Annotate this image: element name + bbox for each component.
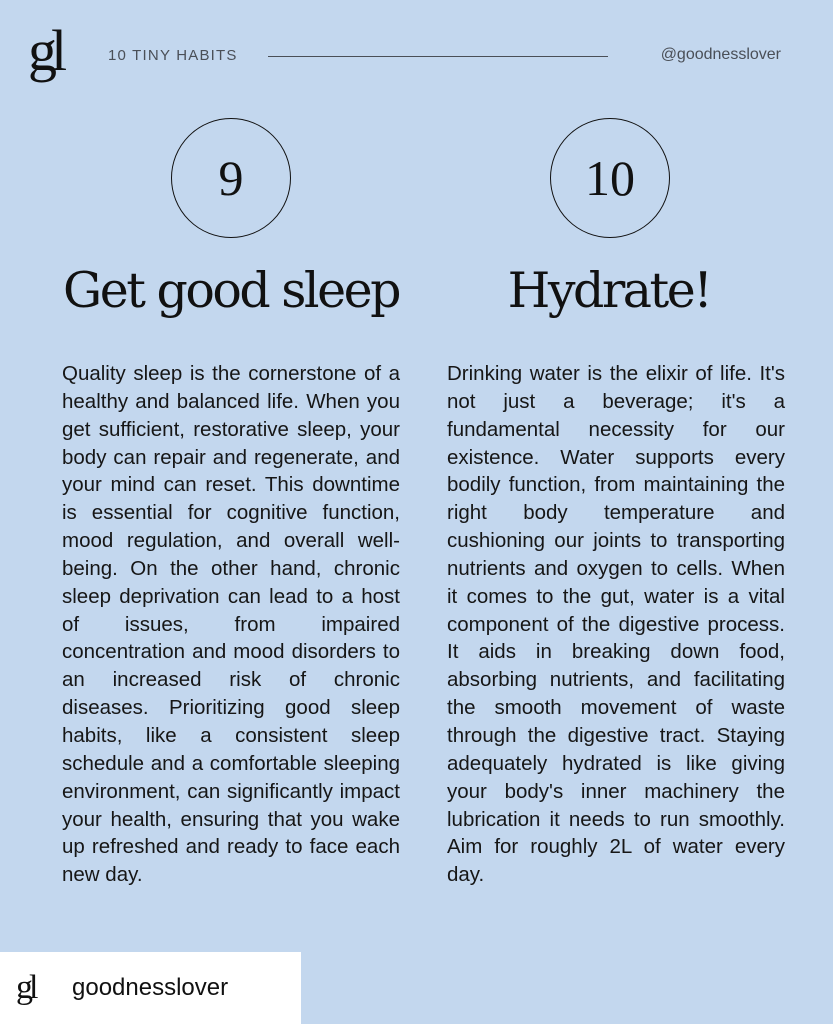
profile-username[interactable]: goodnesslover xyxy=(72,974,229,1001)
series-label: 10 TINY HABITS xyxy=(108,47,238,64)
habit-description: Quality sleep is the cornerstone of a healthy and balanced life. When you get sufficient, restorative sleep, your body can repair and regenerate, and your mind can reset. This downtime is essential for cognitive function, mood regulation, and overall well-being. On the other hand, chronic sleep deprivation can lead to a host of issues, from impaired concentration and mood disorders to an increased risk of chronic diseases. Prioritizing good sleep habits, like a consistent sleep schedule and a comfortable sleeping environment, can significantly impact your health, ensuring that you wake up refreshed and ready to face each new day. xyxy=(62,362,400,887)
habit-title: Get good sleep xyxy=(63,262,399,319)
habit-description: Drinking water is the elixir of life. It's not just a beverage; it's a fundamental necessity for our existence. Water supports every bodily function, from maintaining the right body temperature and cushioning our joints to transporting nutrients and oxygen to cells. When it comes to the gut, water is a vital component of the digestive process. It aids in breaking down food, absorbing nutrients, and facilitating the smooth movement of waste through the digestive tract. Staying adequately hydrated is like giving your body's inner machinery the lubrication it needs to run smoothly. Aim for roughly 2L of water every day. xyxy=(447,362,785,887)
habit-number-badge: 9 xyxy=(171,118,291,238)
brand-logo: gl xyxy=(28,18,62,83)
profile-footer[interactable] xyxy=(0,952,301,1024)
habit-title: Hydrate! xyxy=(507,262,711,319)
account-handle: @goodnesslover xyxy=(660,46,781,63)
habit-number-badge: 10 xyxy=(550,118,670,238)
header-divider xyxy=(268,56,608,57)
profile-avatar[interactable]: gl xyxy=(16,969,35,1006)
